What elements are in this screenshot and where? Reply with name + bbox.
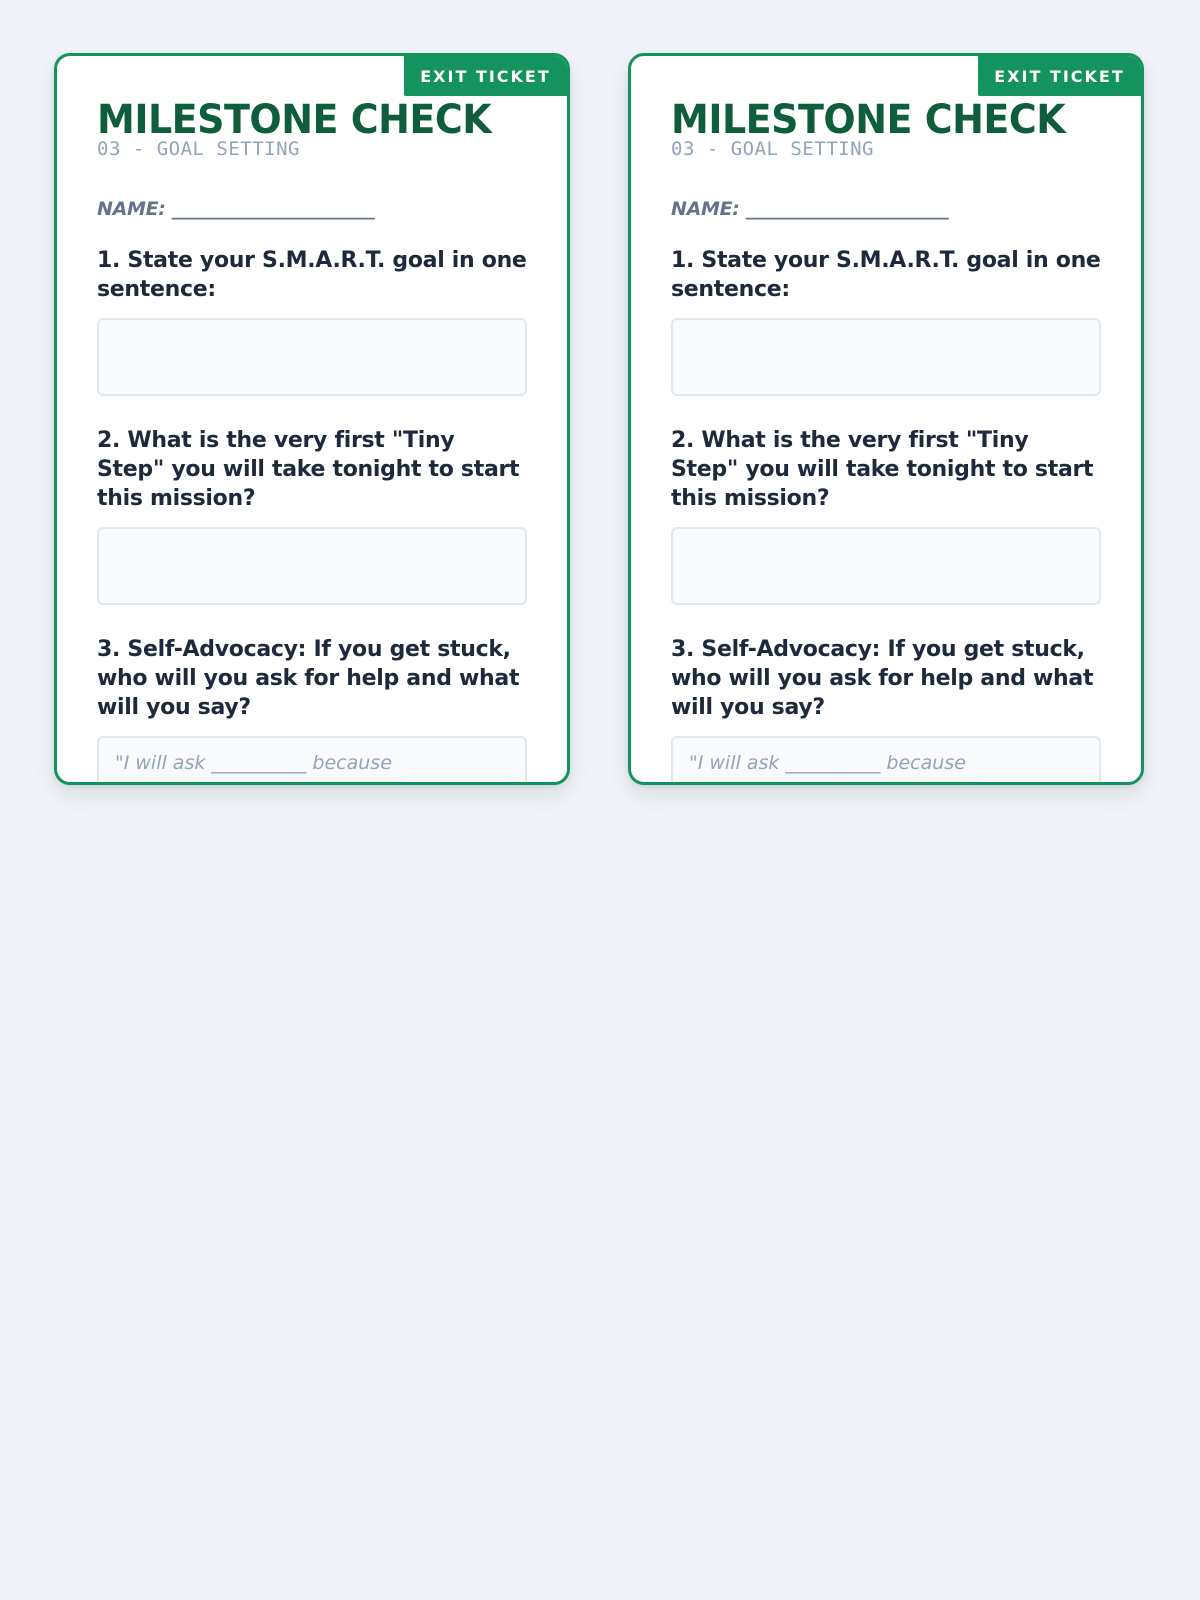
question-2: 2. What is the very first "Tiny Step" you will take tonight to start this mission? xyxy=(97,428,520,511)
name-field-label[interactable]: NAME: ______________________ xyxy=(671,198,949,220)
answer-box-3[interactable]: "I will ask __________ because xyxy=(97,736,527,785)
answer-box-2[interactable] xyxy=(97,527,527,605)
answer-box-1[interactable] xyxy=(671,318,1101,396)
card-title: MILESTONE CHECK xyxy=(671,96,1066,143)
answer-box-1[interactable] xyxy=(97,318,527,396)
card-title: MILESTONE CHECK xyxy=(97,96,492,143)
question-2: 2. What is the very first "Tiny Step" you will take tonight to start this mission? xyxy=(671,428,1094,511)
name-field-label[interactable]: NAME: ______________________ xyxy=(97,198,375,220)
exit-ticket-card-1 xyxy=(54,53,570,785)
question-3: 3. Self-Advocacy: If you get stuck, who will you ask for help and what will you say? xyxy=(97,637,520,720)
question-1: 1. State your S.M.A.R.T. goal in one sentence: xyxy=(671,248,1101,302)
question-3: 3. Self-Advocacy: If you get stuck, who will you ask for help and what will you say? xyxy=(671,637,1094,720)
card-subtitle: 03 - GOAL SETTING xyxy=(97,138,300,160)
card-subtitle: 03 - GOAL SETTING xyxy=(671,138,874,160)
exit-ticket-card-2 xyxy=(628,53,1144,785)
card-content xyxy=(671,96,1101,785)
answer-box-2[interactable] xyxy=(671,527,1101,605)
question-1: 1. State your S.M.A.R.T. goal in one sentence: xyxy=(97,248,527,302)
exit-ticket-badge: EXIT TICKET xyxy=(404,56,567,96)
exit-ticket-badge: EXIT TICKET xyxy=(978,56,1141,96)
card-content xyxy=(97,96,527,785)
answer-box-3[interactable]: "I will ask __________ because xyxy=(671,736,1101,785)
